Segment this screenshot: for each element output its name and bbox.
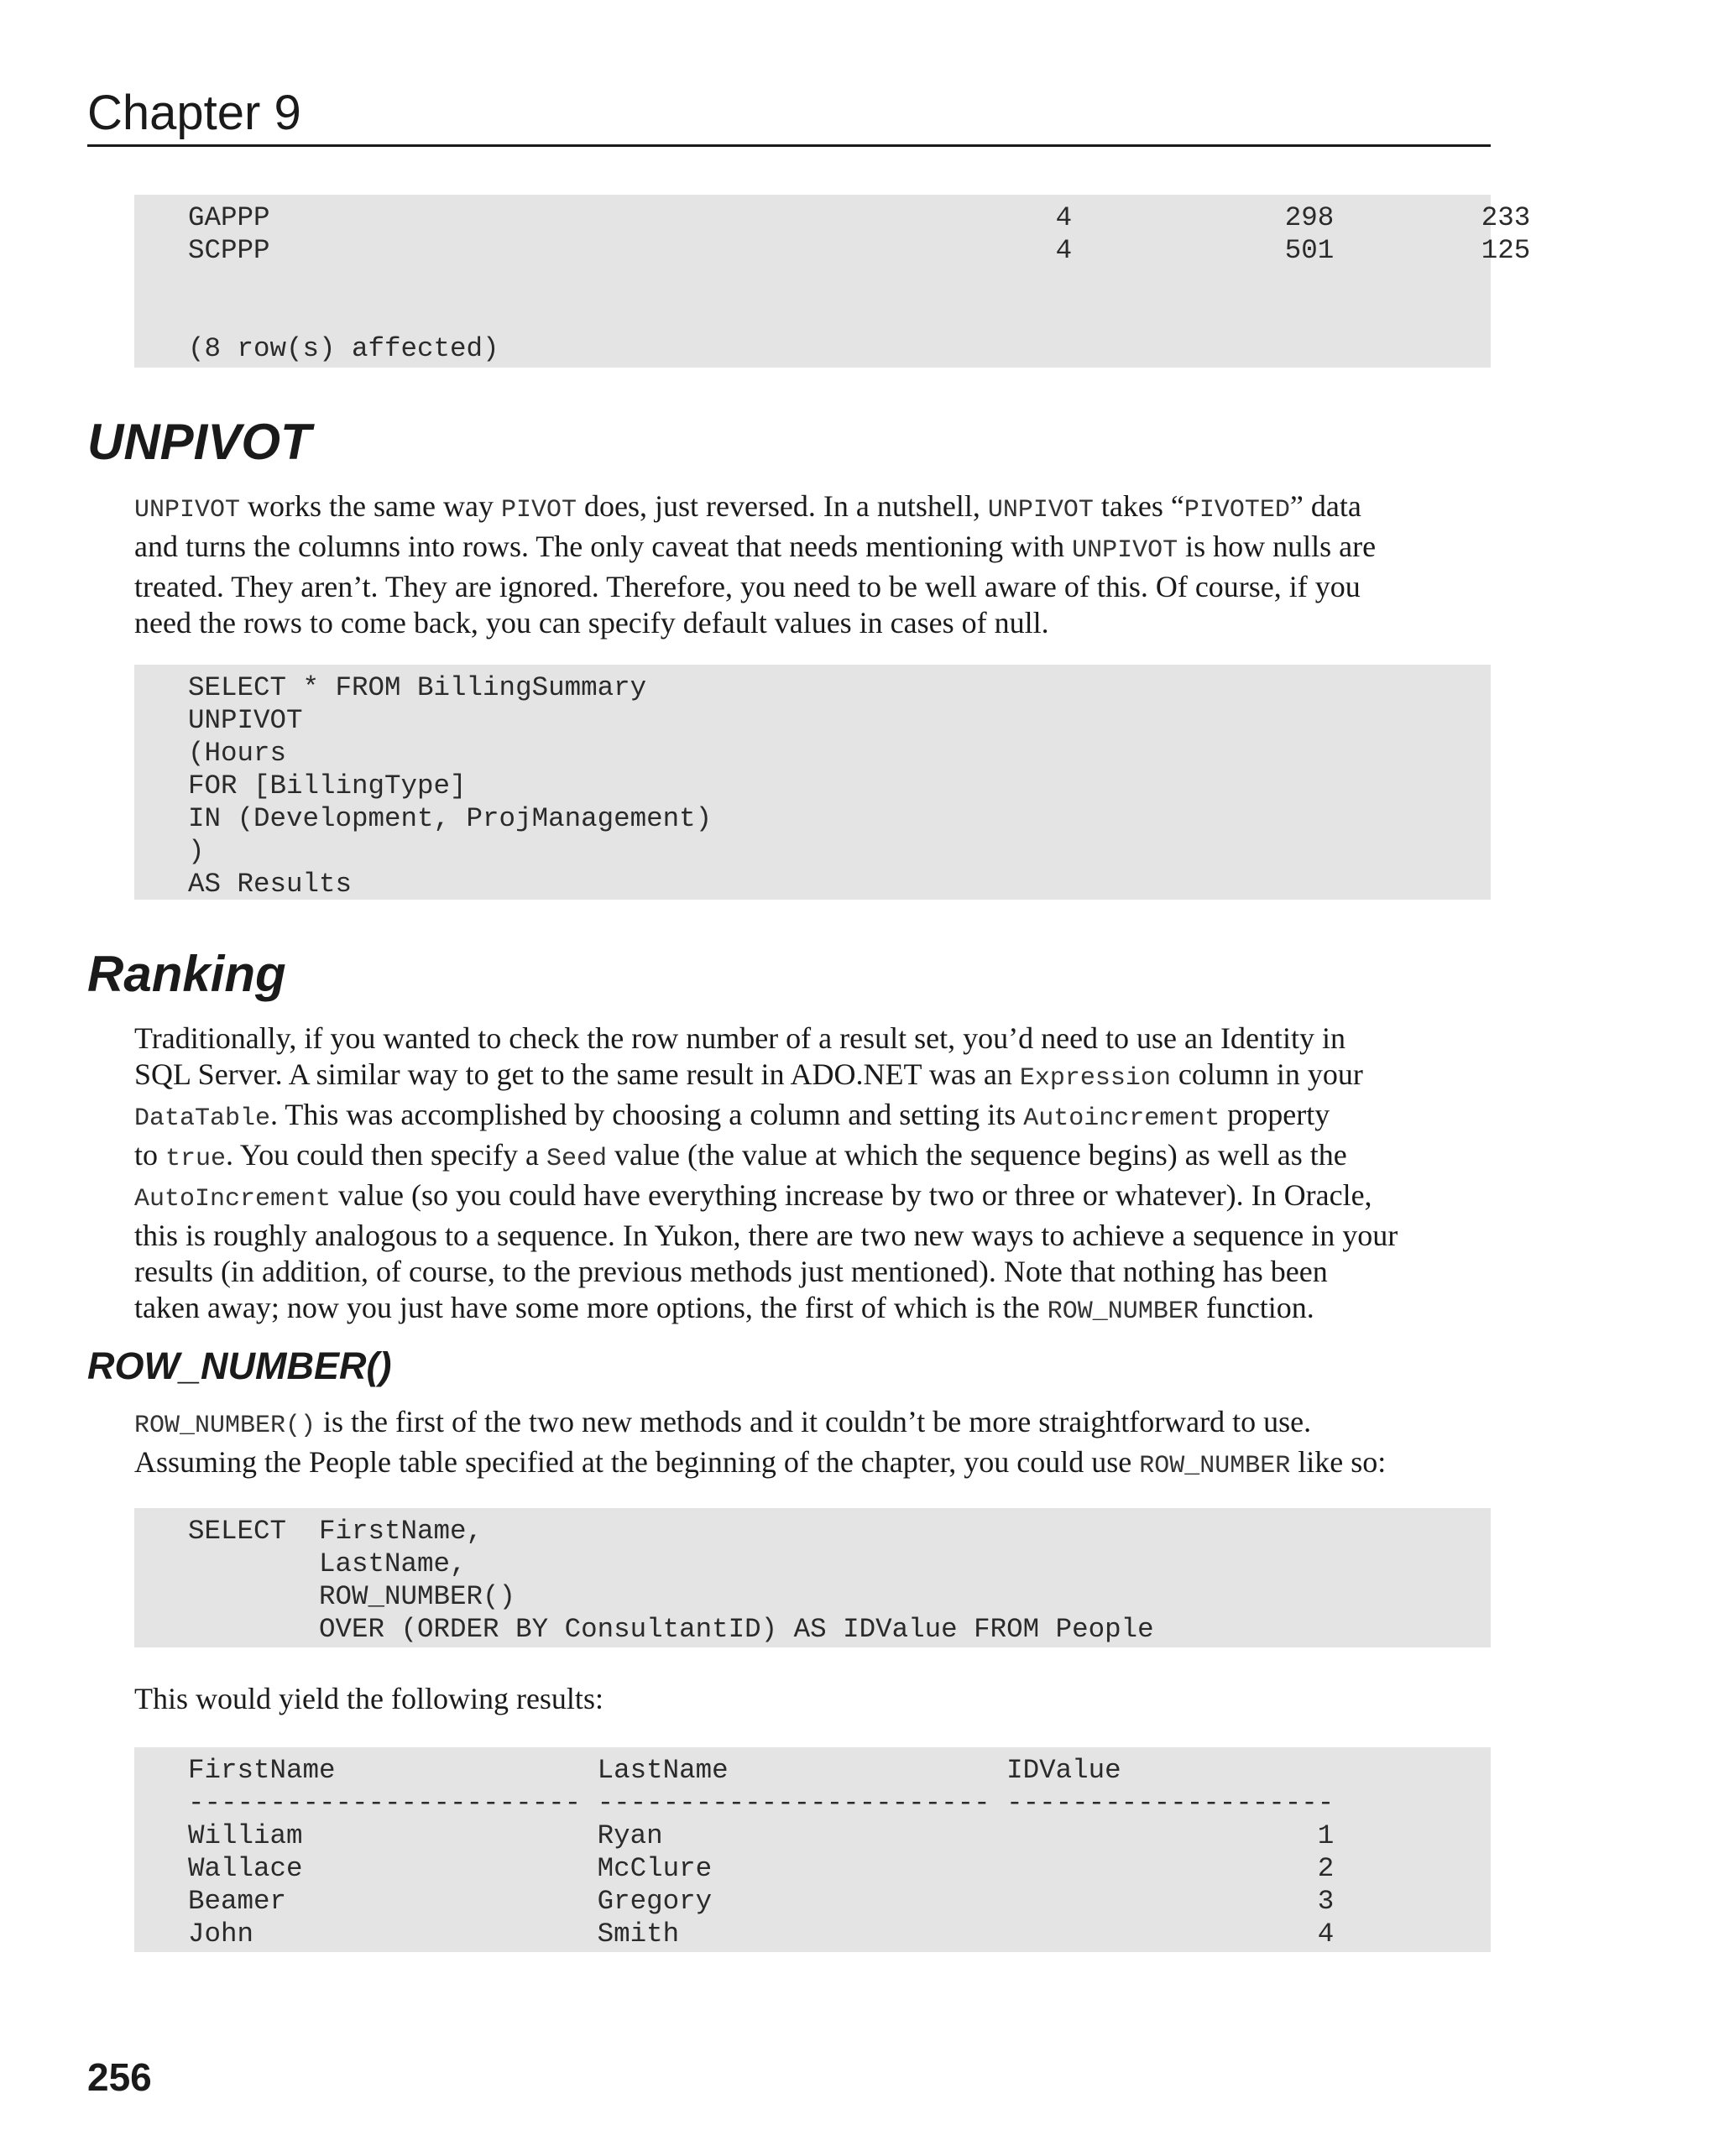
text-run: value (the value at which the sequence begins) as well as the <box>607 1138 1347 1172</box>
text-run: value (so you could have everything increase by two or three or whatever). In Oracle, <box>331 1178 1372 1212</box>
text-run: SQL Server. A similar way to get to the same result in ADO.NET was an <box>134 1057 1020 1091</box>
inline-code: DataTable <box>134 1104 271 1133</box>
inline-code: PIVOT <box>500 496 577 525</box>
page-number: 256 <box>87 2055 152 2099</box>
text-run: treated. They aren’t. They are ignored. Therefore, you need to be well aware of this. Of course, if you <box>134 570 1361 603</box>
code-line: (8 row(s) affected) <box>188 333 499 364</box>
inline-code: Expression <box>1019 1064 1171 1093</box>
text-run: ” data <box>1289 489 1361 523</box>
text-run: works the same way <box>240 489 501 523</box>
paragraph-line <box>134 1137 1494 1177</box>
inline-code: UNPIVOT <box>987 496 1094 525</box>
paragraph-line <box>134 569 1494 605</box>
code-line: John Smith 4 <box>188 1918 1335 1950</box>
paragraph-line <box>134 1218 1494 1254</box>
code-line: UNPIVOT <box>188 705 303 736</box>
text-run: taken away; now you just have some more options, the first of which is the <box>134 1291 1048 1324</box>
text-run: like so: <box>1290 1445 1387 1479</box>
paragraph-line <box>134 1404 1494 1444</box>
paragraph-line <box>134 1290 1494 1330</box>
code-line: IN (Development, ProjManagement) <box>188 803 713 834</box>
ranking-heading: Ranking <box>87 946 286 1002</box>
inline-code: ROW_NUMBER <box>1047 1297 1199 1326</box>
code-line: ROW_NUMBER() <box>188 1581 516 1612</box>
code-line <box>188 267 1491 300</box>
code-line: AS Results <box>188 869 353 900</box>
paragraph-line <box>134 1177 1494 1218</box>
text-run: is the first of the two new methods and it couldn’t be more straightforward to use. <box>316 1405 1312 1438</box>
chapter-header <box>87 81 1491 147</box>
yield-text-line: This would yield the following results: <box>134 1682 603 1715</box>
code-line <box>188 300 1491 332</box>
inline-code: ROW_NUMBER() <box>134 1412 316 1440</box>
paragraph-line <box>134 1444 1494 1485</box>
text-run: Traditionally, if you wanted to check the row number of a result set, you’d need to use an Identity in <box>134 1021 1345 1055</box>
chapter-title: Chapter 9 <box>87 86 301 140</box>
paragraph-line <box>134 529 1494 569</box>
yield-text <box>134 1681 1494 1717</box>
paragraph-line <box>134 1097 1494 1137</box>
inline-code: true <box>165 1145 227 1173</box>
code-line: OVER (ORDER BY ConsultantID) AS IDValue FROM People <box>188 1614 1154 1645</box>
code-line: Beamer Gregory 3 <box>188 1886 1335 1917</box>
text-run: does, just reversed. In a nutshell, <box>576 489 988 523</box>
text-run: function. <box>1198 1291 1314 1324</box>
code-line: (Hours <box>188 738 287 769</box>
code-line: Wallace McClure 2 <box>188 1853 1335 1884</box>
code-line: LastName, <box>188 1548 467 1579</box>
inline-code: PIVOTED <box>1183 496 1290 525</box>
inline-code: Seed <box>546 1145 608 1173</box>
text-run: and turns the columns into rows. The only caveat that needs mentioning with <box>134 530 1073 563</box>
pivot-result-code-block <box>134 195 1531 368</box>
text-run: . You could then specify a <box>226 1138 546 1172</box>
text-run: to <box>134 1138 166 1172</box>
unpivot-heading: UNPIVOT <box>87 414 311 470</box>
row-number-code-block <box>134 1508 1491 1647</box>
inline-code: Autoincrement <box>1023 1104 1220 1133</box>
paragraph-line <box>134 1254 1494 1290</box>
code-line: ) <box>188 836 205 867</box>
code-line: FirstName LastName IDValue <box>188 1755 1121 1786</box>
paragraph-line <box>134 605 1494 641</box>
text-run: property <box>1220 1098 1330 1131</box>
inline-code: AutoIncrement <box>134 1185 332 1214</box>
paragraph-line <box>134 488 1494 529</box>
text-run: results (in addition, of course, to the previous methods just mentioned). Note that nothing has been <box>134 1255 1328 1288</box>
text-run: . This was accomplished by choosing a column and setting its <box>270 1098 1024 1131</box>
inline-code: ROW_NUMBER <box>1139 1452 1291 1480</box>
ranking-paragraph <box>134 1021 1494 1330</box>
row-number-results-block <box>134 1747 1491 1952</box>
code-line: SELECT FirstName, <box>188 1516 483 1547</box>
code-line: ------------------------ ------------------------ -------------------- <box>188 1788 1335 1819</box>
paragraph-line <box>134 1021 1494 1057</box>
paragraph-line <box>134 1057 1494 1097</box>
code-line: FOR [BillingType] <box>188 770 467 801</box>
code-line: SELECT * FROM BillingSummary <box>188 672 647 703</box>
unpivot-paragraph <box>134 488 1494 641</box>
row-number-paragraph <box>134 1404 1494 1485</box>
inline-code: UNPIVOT <box>1072 536 1178 565</box>
code-line: SCPPP 4 501 125 <box>188 235 1531 266</box>
text-run: this is roughly analogous to a sequence. In Yukon, there are two new ways to achieve a sequence in your <box>134 1219 1398 1252</box>
text-run: takes “ <box>1093 489 1184 523</box>
text-run: need the rows to come back, you can specify default values in cases of null. <box>134 606 1049 639</box>
row-number-heading: ROW_NUMBER() <box>87 1344 392 1387</box>
inline-code: UNPIVOT <box>134 496 241 525</box>
text-run: Assuming the People table specified at the beginning of the chapter, you could use <box>134 1445 1140 1479</box>
unpivot-code-block <box>134 665 1491 900</box>
text-run: column in your <box>1170 1057 1363 1091</box>
code-line: William Ryan 1 <box>188 1820 1335 1851</box>
code-line: GAPPP 4 298 233 <box>188 202 1531 233</box>
text-run: is how nulls are <box>1178 530 1377 563</box>
